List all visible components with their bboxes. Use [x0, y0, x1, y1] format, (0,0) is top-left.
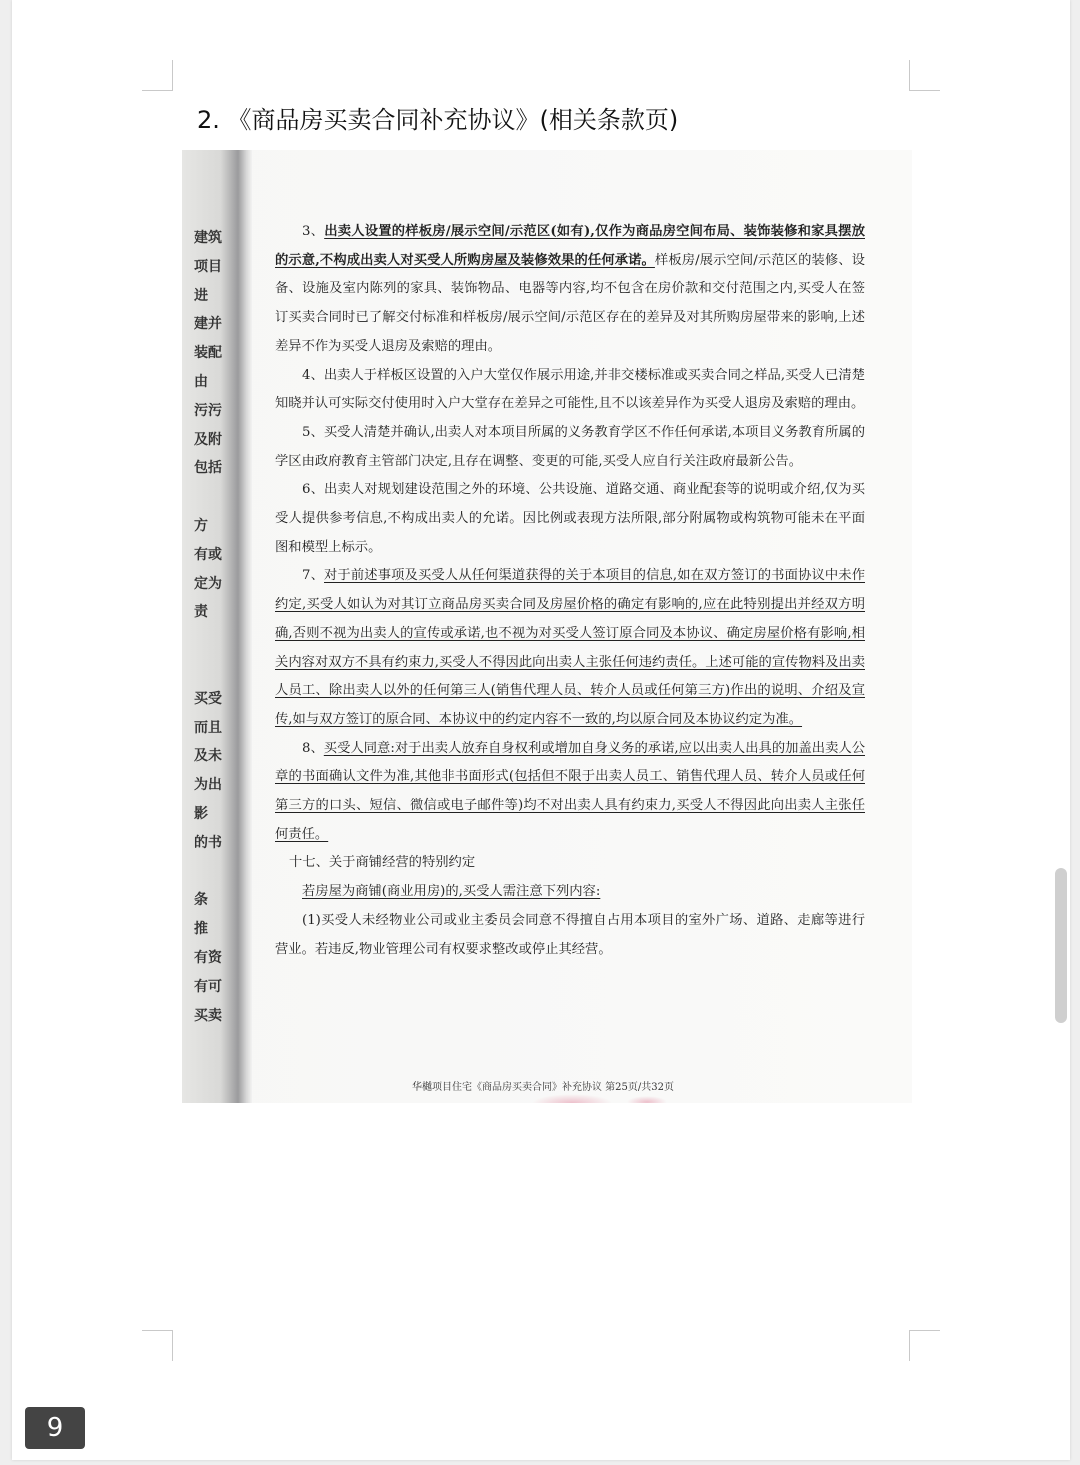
- margin-fragment: 的书: [194, 834, 222, 851]
- seal-stamp-small: [627, 1096, 667, 1103]
- margin-fragment: 条: [194, 892, 208, 909]
- margin-fragment: [194, 656, 234, 685]
- clause-4: 4、出卖人于样板区设置的入户大堂仅作展示用途,并非交楼标准或买卖合同之样品,买受人已清楚知晓并认可实际交付使用时入户大堂存在差异之可能性,且不以该差异作为买受人退房及索赔的理由。: [275, 367, 866, 412]
- margin-fragment: 污污: [194, 402, 222, 419]
- left-margin-fragments: [194, 224, 234, 1030]
- margin-fragment: 进: [194, 287, 208, 304]
- shop-item-1: (1)买受人未经物业公司或业主委员会同意不得擅自占用本项目的室外广场、道路、走廊等进行营业。若违反,物业管理公司有权要求整改或停止其经营。: [275, 912, 865, 957]
- clause-6: 6、出卖人对规划建设范围之外的环境、公共设施、道路交通、商业配套等的说明或介绍,仅为买受人提供参考信息,不构成出卖人的允诺。因比例或表现方法所限,部分附属物或构筑物可能未在平面图和模型上标示。: [275, 482, 865, 555]
- margin-fragment: 包括: [194, 460, 222, 477]
- clause-3: 3、出卖人设置的样板房/展示空间/示范区(如有),仅作为商品房空间布局、装饰装修和家具摆放的示意,不构成出卖人对买受人所购房屋及装修效果的任何承诺。样板房/展示空间/示范区的装修、设备、设施及室内陈列的家具、装饰物品、电器等内容,均不包含在房价款和交付范围之内,买受人在签订买卖合同时已了解交付标准和样板房/展示空间/示范区存在的差异及对其所购房屋带来的影响,上述差异不作为买受人退房及索赔的理由。: [275, 224, 865, 354]
- crop-mark-bottom-left: [142, 1330, 173, 1361]
- margin-fragment: 为出: [194, 777, 222, 794]
- margin-fragment: 有或: [194, 546, 222, 563]
- contract-clauses: [275, 218, 865, 964]
- vertical-scrollbar[interactable]: [1055, 868, 1067, 1023]
- margin-fragment: 由: [194, 373, 208, 390]
- page-number-badge[interactable]: 9: [25, 1407, 85, 1449]
- margin-fragment: [194, 483, 234, 512]
- section-17-title: 十七、关于商铺经营的特别约定: [289, 855, 476, 871]
- margin-fragment: 责: [194, 604, 208, 621]
- margin-fragment: 定为: [194, 575, 222, 592]
- document-page: [12, 0, 1070, 1460]
- margin-fragment: 及附: [194, 431, 222, 448]
- clause-7: 7、对于前述事项及买受人从任何渠道获得的关于本项目的信息,如在双方签订的书面协议中未作约定,买受人如认为对其订立商品房买卖合同及房屋价格的确定有影响的,应在此特别提出并经双方明确,否则不视为出卖人的宣传或承诺,也不视为对买受人签订原合同及本协议、确定房屋价格有影响,相关内容对双方不具有约束力,买受人不得因此向出卖人主张任何违约责任。上述可能的宣传物料及出卖人员工、除出卖人以外的任何第三人(销售代理人员、转介人员或任何第三方)作出的说明、介绍及宣传,如与双方签订的原合同、本协议中的约定内容不一致的,均以原合同及本协议约定为准。: [275, 568, 865, 727]
- clause-8: 8、买受人同意:对于出卖人放弃自身权利或增加自身义务的承诺,应以出卖人出具的加盖出卖人公章的书面确认文件为准,其他非书面形式(包括但不限于出卖人员工、销售代理人员、转介人员或任何第三方的口头、短信、微信或电子邮件等)均不对出卖人具有约束力,买受人不得因此向出卖人主张任何责任。: [275, 740, 865, 842]
- margin-fragment: [194, 858, 234, 887]
- margin-fragment: 有资: [194, 949, 222, 966]
- crop-mark-bottom-right: [909, 1330, 940, 1361]
- margin-fragment: [194, 627, 234, 656]
- margin-fragment: 建筑: [194, 230, 222, 246]
- margin-fragment: 项目: [194, 258, 222, 275]
- crop-mark-top-right: [909, 60, 940, 91]
- margin-fragment: 方: [194, 517, 208, 534]
- previous-page-edge: [182, 150, 252, 1103]
- margin-fragment: 建并: [194, 316, 222, 333]
- margin-fragment: 有可: [194, 978, 222, 995]
- scan-footer: 华樾项目住宅《商品房买卖合同》补充协议 第25页/共32页: [412, 1082, 674, 1093]
- margin-fragment: 而且: [194, 719, 222, 736]
- shop-notice: 若房屋为商铺(商业用房)的,买受人需注意下列内容:: [302, 884, 601, 900]
- crop-mark-top-left: [142, 60, 173, 91]
- clause-5: 5、买受人清楚并确认,出卖人对本项目所属的义务教育学区不作任何承诺,本项目义务教育所属的学区由政府教育主管部门决定,且存在调整、变更的可能,买受人应自行关注政府最新公告。: [275, 424, 866, 469]
- margin-fragment: 买受: [194, 690, 222, 707]
- seal-stamp: [532, 1094, 612, 1103]
- scanned-contract-page: [182, 150, 912, 1103]
- margin-fragment: 影: [194, 805, 208, 822]
- margin-fragment: 装配: [194, 345, 222, 362]
- page-heading: 2. 《商品房买卖合同补充协议》(相关条款页): [197, 106, 679, 134]
- margin-fragment: 买卖: [194, 1007, 222, 1024]
- margin-fragment: 及未: [194, 748, 222, 765]
- margin-fragment: 推: [194, 921, 208, 938]
